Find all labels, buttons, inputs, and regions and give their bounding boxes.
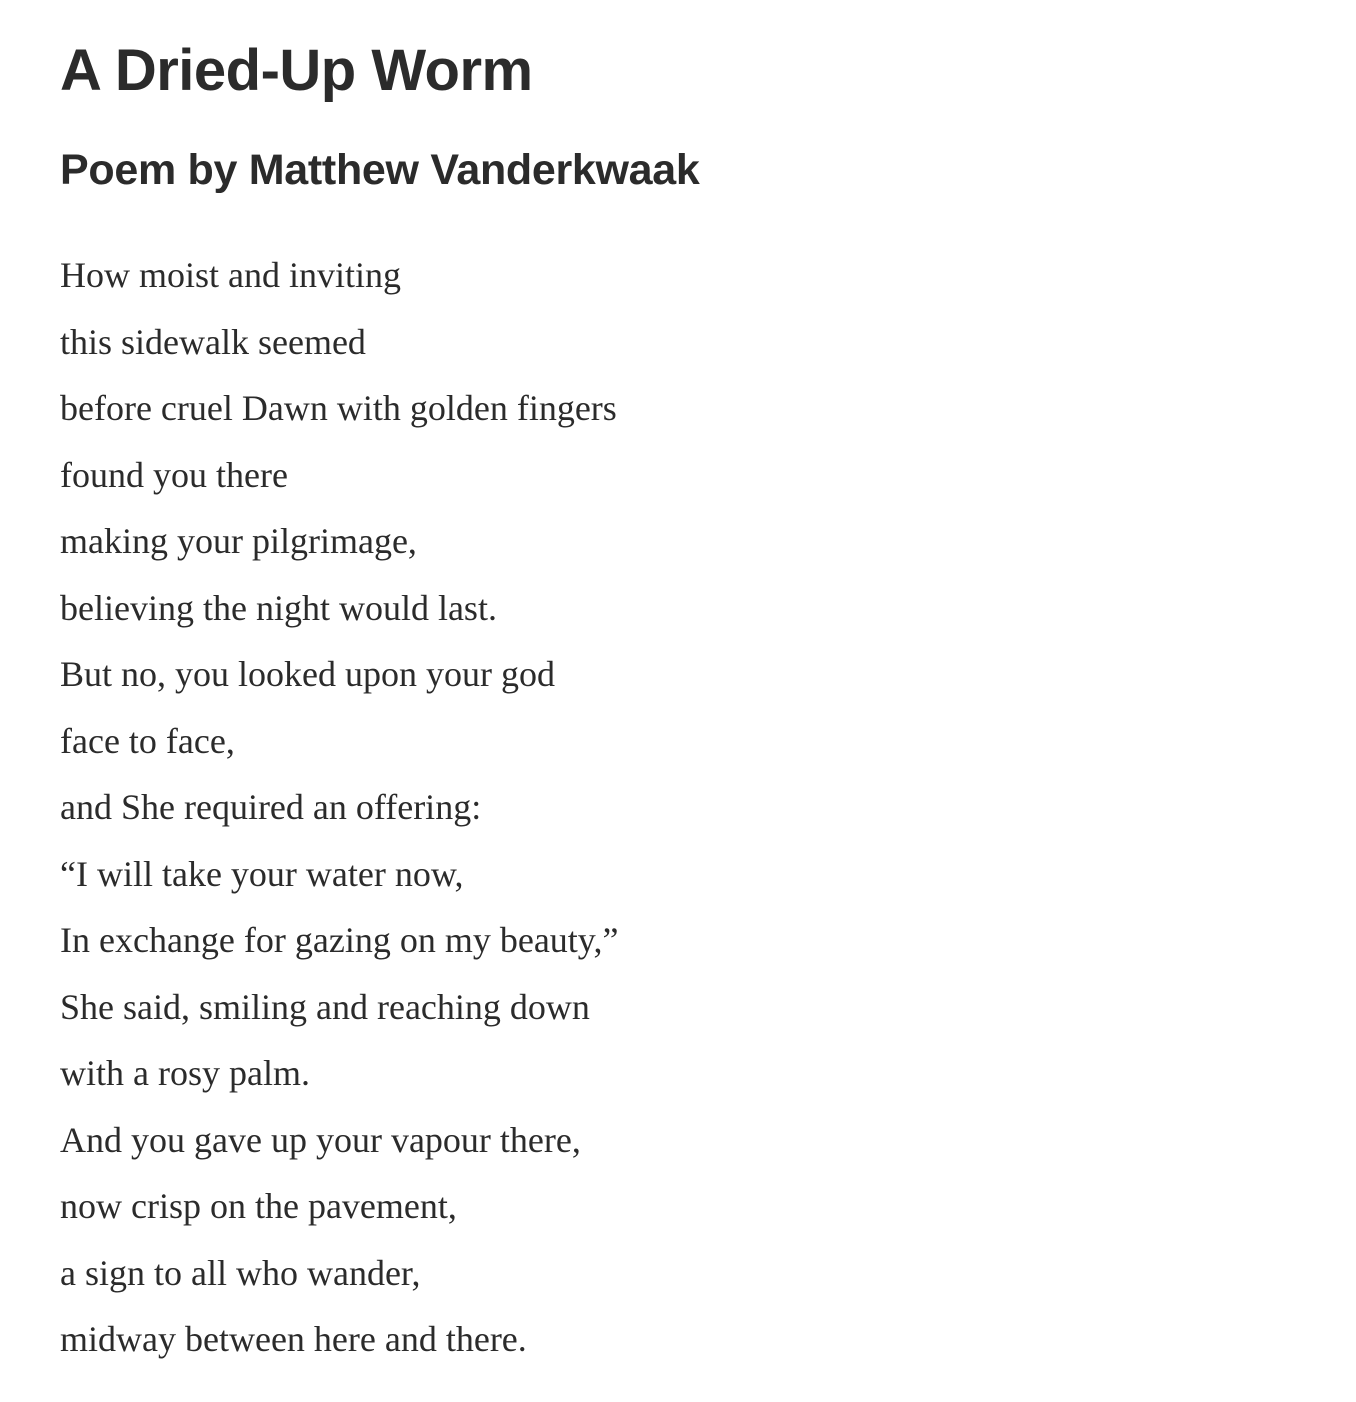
poem-byline: Poem by Matthew Vanderkwaak [60,146,700,194]
poem-line: with a rosy palm. [60,1053,310,1093]
poem-line: found you there [60,454,288,495]
poem-line: How moist and inviting [60,255,401,295]
poem-body [60,242,1296,1373]
poem-line: believing the night would last. [60,587,497,628]
poem-line: now crisp on the pavement, [60,1186,457,1226]
poem-line: and She required an offering: [60,787,482,827]
poem-line: before cruel Dawn with golden fingers [60,388,617,428]
poem-title: A Dried-Up Worm [60,38,533,103]
poem-line: In exchange for gazing on my beauty,” [60,920,619,960]
poem-line: this sidewalk seemed [60,321,366,362]
poem-line: She said, smiling and reaching down [60,986,590,1027]
poem-line: face to face, [60,720,235,761]
poem-line: And you gave up your vapour there, [60,1119,581,1160]
poem-line: midway between here and there. [60,1319,527,1359]
poem-line: making your pilgrimage, [60,521,417,561]
poem-line: “I will take your water now, [60,853,464,894]
poem-line: But no, you looked upon your god [60,654,555,694]
poem-line: a sign to all who wander, [60,1252,421,1293]
